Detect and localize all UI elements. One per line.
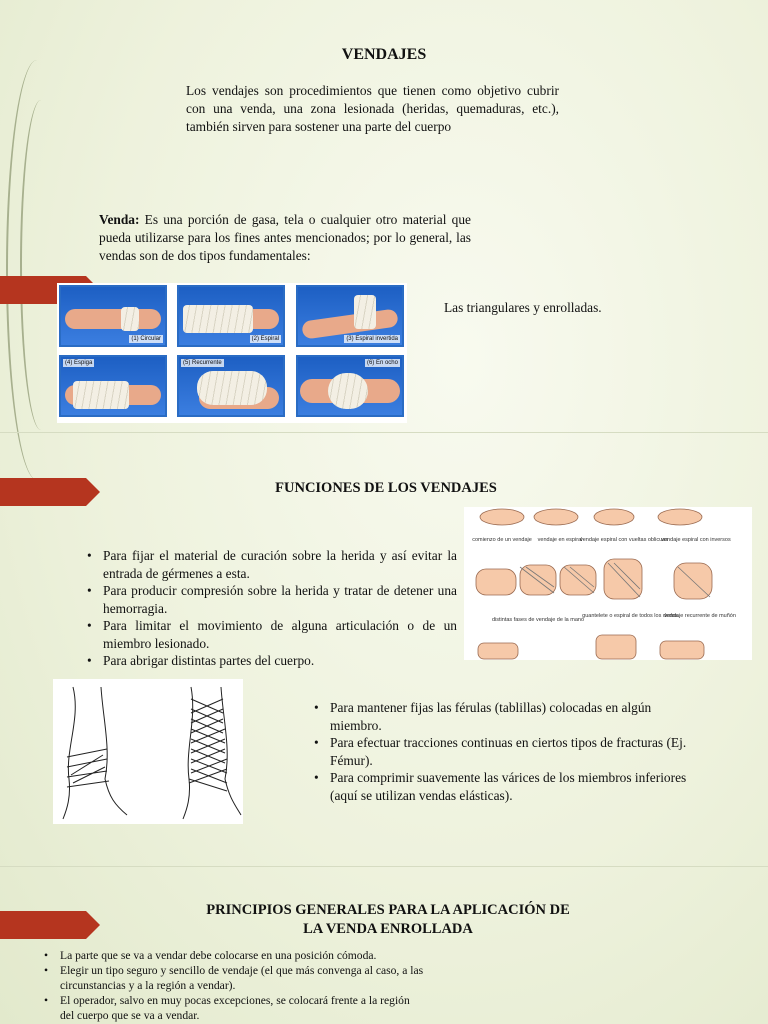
accent-tab [0,911,100,939]
list-item: • El operador, salvo en muy pocas excepciones, se colocará frente a la región del cuerpo que se va a vendar. [44,993,424,1023]
list-item: • Elegir un tipo seguro y sencillo de vendaje (el que más convenga al caso, a las circunstancias y a la región a vendar). [44,963,424,993]
section-title-funciones: FUNCIONES DE LOS VENDAJES [275,480,497,496]
section-title-principios [170,901,606,939]
list-item: • Para mantener fijas las férulas (tablillas) colocadas en algún miembro. [314,699,704,734]
venda-paragraph [99,211,471,265]
slide-divider [0,432,768,433]
leg-bandage-illustration [53,679,243,824]
functions-list-a [87,547,457,670]
bandage-thumb-circular [59,285,167,347]
thumb-caption: (5) Recurrente [183,360,222,366]
bandage-thumb-spica [59,355,167,417]
bandage-types-text: Las triangulares y enrolladas. [444,300,602,315]
thumb-caption: (4) Espiga [65,360,93,366]
diagram-label: comienzo de un vendaje [472,537,532,543]
list-item: • Para producir compresión sobre la herida y tratar de detener una hemorragia. [87,582,457,617]
bandage-techniques-diagram [464,507,752,660]
diagram-label: vendaje en espiral [537,537,583,543]
venda-definition: Es una porción de gasa, tela o cualquier otro material que pueda utilizarse para los fines antes mencionados; por lo general, las vendas son de dos tipos fundamentales: [99,212,471,263]
leg-bandage-image [53,679,243,824]
bandage-types-image [57,283,407,423]
diagram-label: distintas fases de vendaje de la mano [491,617,585,623]
decorative-vine [20,100,62,430]
bandage-thumb-spiral [177,285,285,347]
thumb-caption: (1) Circular [131,336,161,342]
bandage-thumb-figure-eight [296,355,404,417]
list-item: • Para efectuar tracciones continuas en ciertos tipos de fracturas (Ej. Fémur). [314,734,704,769]
list-item: • Para abrigar distintas partes del cuerpo. [87,652,457,670]
intro-paragraph: Los vendajes son procedimientos que tienen como objetivo cubrir con una venda, una zona lesionada (heridas, quemaduras, etc.), también sirven para sostener una parte del cuerpo [186,83,559,134]
thumb-caption: (6) En ocho [366,360,398,366]
diagram-label: vendaje recurrente de muñón [664,613,736,619]
page-title: VENDAJES [341,46,427,63]
diagram-label: vendaje espiral con vueltas oblicuas [579,537,669,543]
list-item: • Para fijar el material de curación sobre la herida y así evitar la entrada de gérmenes a esta. [87,547,457,582]
slide-divider [0,866,768,867]
venda-term: Venda: [99,212,140,227]
accent-tab [0,478,100,506]
section-title-line: LA VENDA ENROLLADA [303,921,473,937]
list-item: • La parte que se va a vendar debe colocarse en una posición cómoda. [44,948,424,963]
functions-list-b [314,699,704,804]
section-title-line: PRINCIPIOS GENERALES PARA LA APLICACIÓN DE [206,902,570,918]
bandage-thumb-inverted-spiral [296,285,404,347]
bandage-techniques-illustration [464,507,752,660]
principles-list [44,948,424,1023]
list-item: • Para limitar el movimiento de alguna articulación o de un miembro lesionado. [87,617,457,652]
list-item: • Para comprimir suavemente las várices de los miembros inferiores (aquí se utilizan vendas elásticas). [314,769,704,804]
bandage-thumb-recurrent [177,355,285,417]
thumb-caption: (2) Espiral [251,336,279,342]
thumb-caption: (3) Espiral invertida [346,336,398,342]
diagram-label: guantelete o espiral de todos los dedos [582,613,678,619]
diagram-label: vendaje espiral con inversos [661,537,731,543]
